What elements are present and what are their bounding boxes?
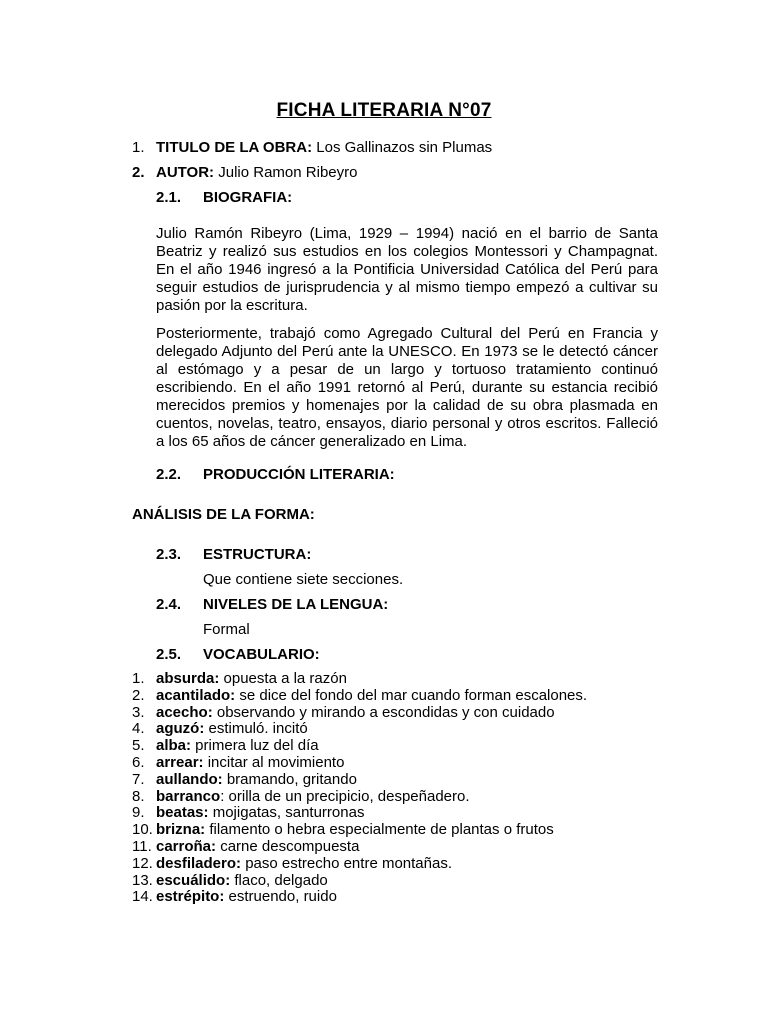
list-item [132, 671, 692, 688]
work-title-label: TITULO DE LA OBRA: [156, 139, 313, 156]
vocab-definition: opuesta a la razón [219, 670, 347, 687]
section-heading-vocabulario: VOCABULARIO: [203, 646, 320, 663]
list-item [132, 789, 692, 806]
vocab-term: acecho: [156, 703, 213, 721]
vocab-term: absurda: [156, 670, 220, 687]
list-item [132, 822, 692, 839]
list-item-number: 9. [132, 804, 145, 822]
vocab-definition: paso estrecho entre montañas. [241, 854, 452, 872]
vocab-term: aullando: [156, 770, 223, 788]
section-number: 2.1. [156, 189, 182, 206]
list-item-number: 14. [132, 888, 153, 906]
list-item-number: 5. [132, 737, 145, 755]
niveles-value: Formal [203, 621, 250, 638]
author-line [156, 164, 357, 182]
list-item [132, 889, 692, 906]
vocab-definition: estruendo, ruido [224, 888, 337, 906]
work-title-value: Los Gallinazos sin Plumas [316, 139, 493, 156]
vocab-definition: filamento o hebra especialmente de plantas o frutos [205, 821, 554, 839]
vocab-definition: carne descompuesta [216, 837, 360, 855]
vocab-definition: mojigatas, santurronas [208, 804, 365, 822]
vocab-term: beatas: [156, 804, 209, 822]
vocab-term: aguzó: [156, 720, 205, 738]
list-item [132, 705, 692, 722]
section-number: 2.5. [156, 646, 182, 663]
item-number: 1. [132, 139, 145, 156]
vocab-term: estrépito: [156, 888, 225, 906]
vocab-definition: : orilla de un precipicio, despeñadero. [220, 787, 470, 805]
list-item-number: 8. [132, 787, 145, 805]
vocab-term: escuálido: [156, 871, 231, 889]
vocab-term: arrear: [156, 753, 204, 771]
vocab-term: acantilado: [156, 686, 236, 704]
list-item-number: 13. [132, 871, 153, 889]
vocab-definition: bramando, gritando [222, 770, 357, 788]
vocab-term: barranco [156, 787, 221, 805]
vocab-term: desfiladero: [156, 854, 242, 872]
list-item [132, 873, 692, 890]
vocab-definition: primera luz del día [191, 737, 319, 755]
list-item-number: 3. [132, 703, 145, 721]
section-heading-estructura: ESTRUCTURA: [203, 546, 312, 563]
vocab-definition: incitar al movimiento [203, 753, 345, 771]
vocab-definition: estimuló. incitó [204, 720, 308, 738]
vocab-definition: observando y mirando a escondidas y con cuidado [212, 703, 555, 721]
vocab-definition: se dice del fondo del mar cuando forman escalones. [235, 686, 588, 704]
document-title: FICHA LITERARIA N°07 [276, 100, 492, 121]
list-item-number: 10. [132, 821, 153, 839]
list-item [132, 688, 692, 705]
list-item-number: 6. [132, 753, 145, 771]
list-item [132, 856, 692, 873]
section-number: 2.2. [156, 466, 182, 483]
list-item-number: 11. [132, 837, 152, 855]
author-label: AUTOR: [156, 164, 215, 181]
vocab-term: brizna: [156, 821, 206, 839]
analysis-heading: ANÁLISIS DE LA FORMA: [132, 506, 315, 523]
list-item [132, 772, 692, 789]
list-item [132, 721, 692, 738]
list-item [132, 805, 692, 822]
list-item-number: 2. [132, 686, 145, 704]
biography-paragraph-1: Julio Ramón Ribeyro (Lima, 1929 – 1994) nació en el barrio de Santa Beatriz y realizó sus estudios en los colegios Montessori y Champagnat. En el año 1946 ingresó a la Pontificia Universidad Católica del Perú para seguir estudios de jurisprudencia y al mismo tiempo empezó a cultivar su pasión por la escritura. [156, 225, 658, 314]
work-title-line [156, 139, 492, 157]
vocab-term: alba: [156, 737, 192, 755]
item-number: 2. [132, 164, 145, 181]
estructura-value: Que contiene siete secciones. [203, 571, 404, 588]
section-heading-produccion: PRODUCCIÓN LITERARIA: [203, 466, 395, 483]
vocab-definition: flaco, delgado [230, 871, 328, 889]
vocab-term: carroña: [156, 837, 217, 855]
list-item-number: 4. [132, 720, 145, 738]
biography-paragraph-2: Posteriormente, trabajó como Agregado Cultural del Perú en Francia y delegado Adjunto del Perú ante la UNESCO. En 1973 se le detectó cáncer al estómago y a pesar de un largo y tortuoso tratamiento continuó escribiendo. En el año 1991 retornó al Perú, durante su estancia recibió merecidos premios y homenajes por la calidad de su obra plasmada en cuentos, novelas, teatro, ensayos, diario personal y otros escritos. Falleció a los 65 años de cáncer generalizado en Lima. [156, 325, 658, 450]
section-number: 2.3. [156, 546, 182, 563]
section-number: 2.4. [156, 596, 182, 613]
section-heading-niveles: NIVELES DE LA LENGUA: [203, 596, 389, 613]
vocabulary-list [132, 671, 692, 906]
author-value: Julio Ramon Ribeyro [218, 164, 358, 181]
list-item [132, 755, 692, 772]
section-heading-biografia: BIOGRAFIA: [203, 189, 293, 206]
list-item-number: 7. [132, 770, 145, 788]
list-item-number: 12. [132, 854, 153, 872]
list-item [132, 738, 692, 755]
list-item-number: 1. [132, 670, 145, 687]
list-item [132, 839, 692, 856]
